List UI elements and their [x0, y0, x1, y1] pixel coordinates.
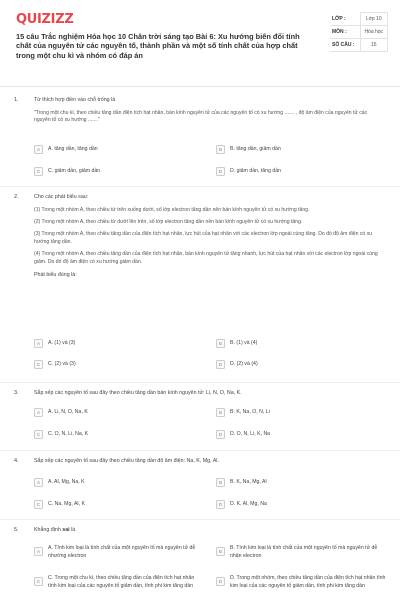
option-text: B. tăng dần, giảm dần [230, 146, 281, 152]
meta-row-count [330, 39, 388, 52]
option-text: D. K, Al, Mg, Na [230, 501, 267, 507]
question-paragraph: "Trong một chu kì, theo chiều tăng dần điện tích hạt nhân, bán kính nguyên tử của các nguyên tố có xu hướng ....... , độ âm điện của nguyên tử các nguyên tố có xu hướng ......." [34, 109, 368, 124]
option-c[interactable] [34, 500, 204, 512]
option-d[interactable] [216, 360, 386, 372]
meta-key: MÔN : [330, 26, 360, 39]
question-number: 3. [14, 390, 19, 396]
option-c[interactable] [34, 167, 204, 179]
option-letter: B [216, 145, 225, 154]
question-number: 5. [14, 527, 19, 533]
worksheet-title: 15 câu Trắc nghiệm Hóa học 10 Chân trời sáng tạo Bài 6: Xu hướng biến đổi tính chất của nguyên tử các nguyên tố, thành phần và một số tính chất của hợp chất trong một chu kì và nhóm có đáp án [16, 32, 300, 60]
option-text: A. Tính kim loại là tính chất của một nguyên tố mà nguyên tử dễ nhường electron [48, 545, 196, 559]
option-letter: D [216, 577, 225, 586]
question-divider [0, 186, 400, 187]
question-body [34, 458, 380, 466]
question-paragraph: (4) Trong một nhóm A, theo chiều tăng dần của điện tích hạt nhân, bán kính nguyên tử tăng nhanh, lực hút của hạt nhân với các electron lớp ngoài cùng giảm. Do đó độ âm điện có xu hướng giảm dần. [34, 251, 378, 265]
question-text-emphasis: sai [62, 527, 70, 533]
option-text: D. (2) và (4) [230, 361, 258, 367]
option-letter: A [34, 478, 43, 487]
option-c[interactable] [34, 430, 204, 442]
option-c[interactable] [34, 360, 204, 372]
option-letter: A [34, 339, 43, 348]
option-text: D. giảm dần, tăng dần [230, 168, 282, 174]
meta-key: LỚP : [330, 13, 360, 26]
question-number: 1. [14, 97, 19, 103]
option-letter: B [216, 408, 225, 417]
question-1 [14, 97, 386, 179]
option-a[interactable] [34, 408, 204, 420]
option-c[interactable] [34, 574, 204, 600]
question-body [34, 97, 380, 124]
option-letter: B [216, 547, 225, 556]
option-letter: C [34, 360, 43, 369]
option-text: C. Na, Mg, Al, K [48, 501, 85, 507]
option-letter: C [34, 167, 43, 176]
question-3 [14, 390, 386, 450]
option-letter: D [216, 500, 225, 509]
option-text: D. Trong một nhóm, theo chiều tăng dần của điện tích hạt nhân tính kim loại của các nguyên tố giảm dần, tính phi kim tăng dần [230, 575, 386, 589]
option-letter: C [34, 577, 43, 586]
question-text [34, 527, 380, 535]
option-d[interactable] [216, 430, 386, 442]
option-letter: B [216, 478, 225, 487]
option-d[interactable] [216, 167, 386, 179]
option-a[interactable] [34, 339, 204, 351]
meta-value: Lớp 10 [360, 13, 388, 26]
option-letter: B [216, 339, 225, 348]
option-a[interactable] [34, 478, 204, 490]
option-letter: D [216, 167, 225, 176]
question-4 [14, 458, 386, 518]
option-a[interactable] [34, 544, 204, 564]
option-text: A. Al, Mg, Na, K [48, 479, 85, 485]
question-divider [0, 382, 400, 383]
question-text-suffix: là [69, 527, 76, 533]
option-text: C. giảm dần, giảm dần [48, 168, 101, 174]
option-letter: A [34, 408, 43, 417]
question-5 [14, 527, 386, 600]
meta-table [330, 12, 388, 52]
option-text: B. (1) và (4) [230, 340, 258, 346]
meta-row-subject [330, 26, 388, 39]
question-divider [0, 450, 400, 451]
option-text: B. K, Na, O, N, Li [230, 409, 270, 415]
option-b[interactable] [216, 544, 386, 564]
option-text: B. Tính kim loại là tính chất của một nguyên tố mà nguyên tử dễ nhận electron [230, 545, 378, 559]
option-text: C. Trong một chu kì, theo chiều tăng dần của điện tích hạt nhân tính kim loại của các nguyên tố giảm dần, tính phi kim tăng dần [48, 575, 195, 589]
option-letter: C [34, 430, 43, 439]
question-text: Cho các phát biểu sau: [34, 194, 89, 200]
meta-row-grade [330, 13, 388, 26]
option-b[interactable] [216, 478, 386, 490]
option-text: D. O, N, Li, K, Na [230, 431, 271, 437]
question-body [34, 194, 380, 278]
question-text-prefix: Khẳng định [34, 527, 63, 533]
option-d[interactable] [216, 500, 386, 512]
question-body [34, 390, 380, 398]
option-b[interactable] [216, 339, 386, 351]
question-paragraph: (3) Trong một nhóm A, theo chiều tăng dần của điện tích hạt nhân, lực hút của hạt nhân với các electron lớp ngoài cùng tăng. Do đó độ âm điện có xu hướng tăng dần. [34, 231, 372, 245]
question-text: Từ thích hợp điền vào chỗ trống là [34, 97, 116, 103]
option-text: C. (2) và (3) [48, 361, 76, 367]
question-number: 2. [14, 194, 19, 200]
meta-value: Hóa học [360, 26, 388, 39]
option-letter: A [34, 547, 43, 556]
question-2 [14, 194, 386, 382]
question-paragraph: (2) Trong một nhóm A, theo chiều từ dưới lên trên, số lớp electron tăng dần nên bán kính nguyên tử có xu hướng tăng. [34, 219, 303, 226]
option-text: B. K, Na, Mg, Al [230, 479, 267, 485]
option-letter: C [34, 500, 43, 509]
option-letter: A [34, 145, 43, 154]
worksheet-header [16, 12, 388, 82]
option-text: A. (1) và (3) [48, 340, 76, 346]
option-d[interactable] [216, 574, 386, 600]
question-text: Sắp xếp các nguyên tố sau đây theo chiều tăng dần độ âm điện: Na, K, Mg, Al. [34, 458, 219, 464]
option-b[interactable] [216, 145, 386, 157]
question-divider [0, 519, 400, 520]
question-text: Sắp xếp các nguyên tố sau đây theo chiều tăng dần bán kính nguyên tử: Li, N, O, Na, K. [34, 390, 242, 396]
option-text: C. O, N, Li, Na, K [48, 431, 89, 437]
option-text: A. Li, N, O, Na, K [48, 409, 88, 415]
meta-value: 15 [360, 39, 388, 52]
quizizz-logo: QUIZIZZ [16, 12, 74, 27]
meta-key: SỐ CÂU : [330, 39, 360, 52]
question-prompt: Phát biểu đúng là: [34, 271, 77, 278]
option-letter: D [216, 430, 225, 439]
meta-panel [330, 12, 388, 52]
header-divider [0, 86, 400, 87]
question-body [34, 527, 380, 535]
option-text: A. tăng dần, tăng dần [48, 146, 98, 152]
question-paragraph: (1) Trong một nhóm A, theo chiều từ trên xuống dưới, số lớp electron tăng dần nên bán kính nguyên tử có xu hướng tăng. [34, 206, 310, 213]
option-letter: D [216, 360, 225, 369]
option-a[interactable] [34, 145, 204, 157]
question-number: 4. [14, 458, 19, 464]
option-b[interactable] [216, 408, 386, 420]
